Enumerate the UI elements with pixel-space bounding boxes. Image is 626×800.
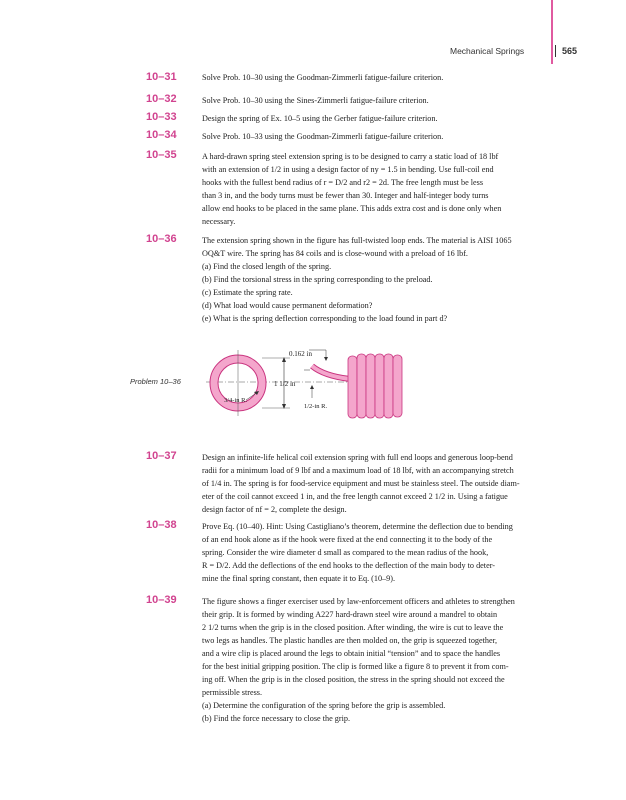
arrow-up bbox=[282, 357, 286, 362]
text-line: radii for a minimum load of 9 lbf and a maximum load of 18 lbf, with an accompanying stretch bbox=[202, 466, 514, 475]
text-line: Design the spring of Ex. 10–5 using the Gerber fatigue-failure criterion. bbox=[202, 114, 438, 123]
figure-label: Problem 10–36 bbox=[130, 377, 181, 386]
text-line: Solve Prob. 10–30 using the Goodman-Zimmerli fatigue-failure criterion. bbox=[202, 73, 444, 82]
problem-text bbox=[202, 595, 584, 725]
text-line: than 3 in, and the body turns must be fewer than 30. Integer and half-integer body turns bbox=[202, 191, 489, 200]
problem-number: 10–34 bbox=[146, 129, 177, 141]
text-line: The extension spring shown in the figure has full-twisted loop ends. The material is AISI 1065 bbox=[202, 236, 512, 245]
text-line: (a) Find the closed length of the spring. bbox=[202, 262, 332, 271]
dim-r2-label: 1/2-in R. bbox=[304, 403, 328, 410]
text-line: (c) Estimate the spring rate. bbox=[202, 288, 293, 297]
problem-number: 10–35 bbox=[146, 149, 177, 161]
problem-text bbox=[202, 150, 584, 228]
text-line: of 1/4 in. The spring is for food-service equipment and must be stainless steel. The outside diam- bbox=[202, 479, 520, 488]
arrow bbox=[310, 385, 314, 389]
dim-wire-label: 0.162 in bbox=[289, 350, 312, 358]
text-line: (b) Find the force necessary to close the grip. bbox=[202, 714, 351, 723]
problem-number: 10–36 bbox=[146, 233, 177, 245]
text-line: Prove Eq. (10–40). Hint: Using Castigliano’s theorem, determine the deflection due to bending bbox=[202, 522, 513, 531]
text-line: 2 1/2 turns when the grip is in the closed position. After winding, the wire is cut to leave the bbox=[202, 623, 504, 632]
problem-number: 10–39 bbox=[146, 594, 177, 606]
problem-number: 10–32 bbox=[146, 93, 177, 105]
coil-body bbox=[348, 354, 402, 418]
problem-text bbox=[202, 112, 584, 125]
margin-rule bbox=[551, 0, 553, 64]
text-line: for the best initial gripping position. The clip is formed like a figure 8 to prevent it from com- bbox=[202, 662, 509, 671]
text-line: design factor of nf = 2, complete the design. bbox=[202, 505, 347, 514]
text-line: allow end hooks to be placed in the same plane. This adds extra cost and is done only when bbox=[202, 204, 502, 213]
text-line: (d) What load would cause permanent deformation? bbox=[202, 301, 373, 310]
text-line: ing off. When the grip is in the closed position, the stress in the spring should not exceed the bbox=[202, 675, 505, 684]
text-line: Solve Prob. 10–30 using the Sines-Zimmerli fatigue-failure criterion. bbox=[202, 96, 429, 105]
text-line: and a wire clip is placed around the legs to obtain initial “tension” and to space the handles bbox=[202, 649, 501, 658]
problem-text bbox=[202, 130, 584, 143]
text-line: OQ&T wire. The spring has 84 coils and is close-wound with a preload of 16 lbf. bbox=[202, 249, 468, 258]
page-number: 565 bbox=[562, 46, 578, 56]
text-line: spring. Consider the wire diameter d small as compared to the mean radius of the hook, bbox=[202, 548, 489, 557]
text-line: A hard-drawn spring steel extension spring is to be designed to carry a static load of 18 lbf bbox=[202, 152, 499, 161]
running-header: Mechanical Springs bbox=[450, 46, 525, 56]
text-line: of an end hook alone as if the hook were fixed at the end connecting it to the body of the bbox=[202, 535, 493, 544]
text-line: with an extension of 1/2 in using a design factor of ny = 1.5 in bending. Use full-coil end bbox=[202, 165, 494, 174]
text-line: (a) Determine the configuration of the spring before the grip is assembled. bbox=[202, 701, 446, 710]
spring-figure bbox=[200, 340, 420, 422]
text-line: mine the final spring constant, then equate it to Eq. (10–9). bbox=[202, 574, 396, 583]
text-line: R = D/2. Add the deflections of the end hooks to the deflection of the main body to deter- bbox=[202, 561, 495, 570]
problem-number: 10–31 bbox=[146, 71, 177, 83]
problem-number: 10–38 bbox=[146, 519, 177, 531]
problem-text bbox=[202, 234, 584, 325]
text-line: (b) Find the torsional stress in the spring corresponding to the preload. bbox=[202, 275, 433, 284]
text-line: Design an infinite-life helical coil extension spring with full end loops and generous loop-bend bbox=[202, 453, 513, 462]
header-divider bbox=[555, 45, 556, 57]
problem-text bbox=[202, 520, 584, 585]
text-line: hooks with the fullest bend radius of r = D/2 and r2 = 2d. The free length must be less bbox=[202, 178, 484, 187]
problem-text bbox=[202, 451, 584, 516]
arrow bbox=[324, 357, 328, 361]
text-line: The figure shows a finger exerciser used by law-enforcement officers and athletes to strengthen bbox=[202, 597, 515, 606]
text-line: necessary. bbox=[202, 217, 236, 226]
dim-r1-label: 3/4-in R. bbox=[224, 397, 248, 404]
problem-text bbox=[202, 71, 584, 84]
text-line: eter of the coil cannot exceed 1 in, and the free length cannot exceed 2 1/2 in. Using a fatigue bbox=[202, 492, 508, 501]
text-line: (e) What is the spring deflection corresponding to the load found in part d? bbox=[202, 314, 448, 323]
text-line: Solve Prob. 10–33 using the Goodman-Zimmerli fatigue-failure criterion. bbox=[202, 132, 444, 141]
text-line: their grip. It is formed by winding A227 hard-drawn steel wire around a mandrel to obtain bbox=[202, 610, 498, 619]
problem-text bbox=[202, 94, 584, 107]
text-line: permissible stress. bbox=[202, 688, 263, 697]
problem-number: 10–33 bbox=[146, 111, 177, 123]
text-line: two legs as handles. The plastic handles are then molded on, the grip is squeezed together, bbox=[202, 636, 498, 645]
problem-number: 10–37 bbox=[146, 450, 177, 462]
dim-height-label: 1 1/2 in bbox=[274, 380, 296, 388]
arrow-down bbox=[282, 404, 286, 409]
